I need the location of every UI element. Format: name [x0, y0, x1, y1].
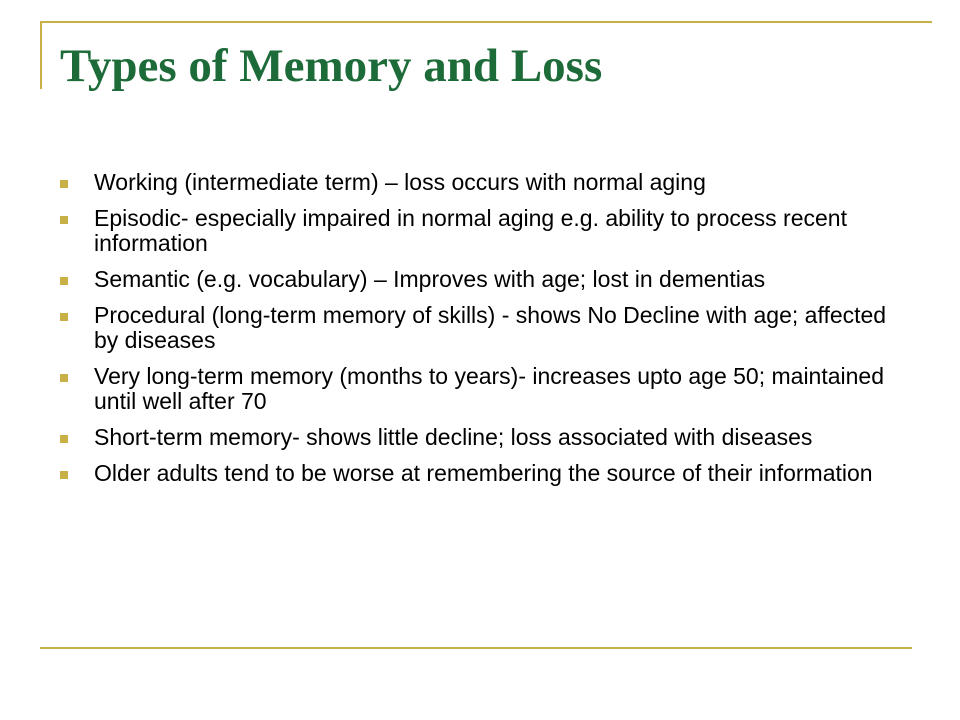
bullet-item	[58, 364, 908, 414]
left-divider	[40, 21, 42, 89]
bullet-item	[58, 461, 908, 486]
bullet-item	[58, 303, 908, 353]
bullet-text: Older adults tend to be worse at remembering the source of their information	[94, 460, 873, 486]
bullet-list	[58, 170, 908, 497]
square-bullet-icon	[60, 180, 68, 188]
bottom-divider	[40, 647, 912, 649]
bullet-text: Short-term memory- shows little decline; loss associated with diseases	[94, 424, 813, 450]
square-bullet-icon	[60, 277, 68, 285]
bullet-item	[58, 425, 908, 450]
square-bullet-icon	[60, 435, 68, 443]
bullet-text: Working (intermediate term) – loss occurs with normal aging	[94, 169, 706, 195]
square-bullet-icon	[60, 216, 68, 224]
bullet-text: Episodic- especially impaired in normal aging e.g. ability to process recent information	[94, 205, 847, 256]
square-bullet-icon	[60, 374, 68, 382]
bullet-item	[58, 170, 908, 195]
bullet-text: Very long-term memory (months to years)- increases upto age 50; maintained until well after 70	[94, 363, 885, 414]
bullet-text: Semantic (e.g. vocabulary) – Improves with age; lost in dementias	[94, 266, 766, 292]
slide-title: Types of Memory and Loss	[60, 40, 603, 92]
top-divider	[40, 21, 932, 23]
bullet-item	[58, 267, 908, 292]
square-bullet-icon	[60, 471, 68, 479]
bullet-item	[58, 206, 908, 256]
square-bullet-icon	[60, 313, 68, 321]
bullet-text: Procedural (long-term memory of skills) - shows No Decline with age; affected by diseases	[94, 302, 887, 353]
